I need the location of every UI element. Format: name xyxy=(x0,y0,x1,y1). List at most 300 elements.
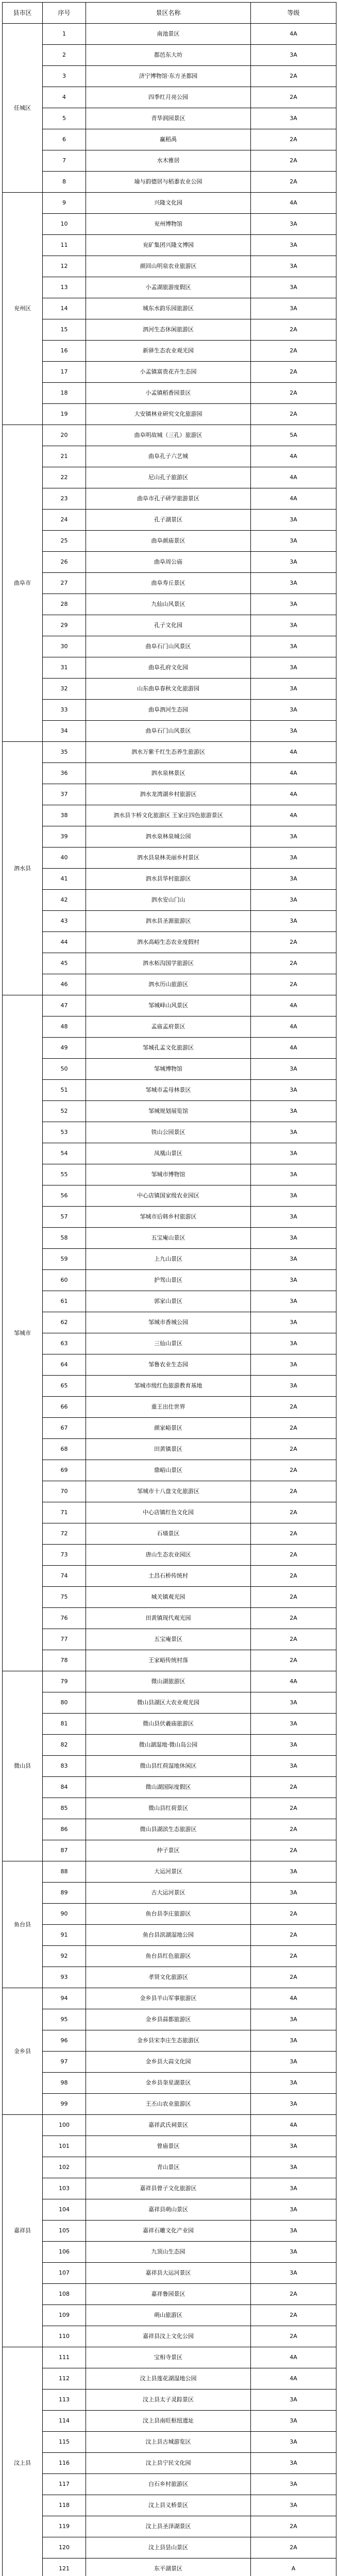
level-cell: 3A xyxy=(251,552,336,573)
scenic-name-cell: 汶上县莲花湖湿地公园 xyxy=(86,2368,251,2389)
number-cell: 88 xyxy=(43,1861,86,1883)
scenic-name-cell: 邹城孔孟文化旅游区 xyxy=(86,1038,251,1059)
table-row xyxy=(3,1249,336,1270)
number-cell: 94 xyxy=(43,1988,86,2009)
level-cell: 3A xyxy=(251,108,336,129)
level-cell: 2A xyxy=(251,404,336,425)
number-cell: 96 xyxy=(43,2030,86,2052)
number-cell: 54 xyxy=(43,1143,86,1164)
scenic-name-cell: 鱼台县滨湖湿地公园 xyxy=(86,1925,251,1946)
scenic-name-cell: 泗河生态休闲旅游区 xyxy=(86,319,251,341)
table-row xyxy=(3,1270,336,1291)
table-row xyxy=(3,2558,336,2576)
scenic-name-cell: 三仙山景区 xyxy=(86,1333,251,1354)
level-cell: 3A xyxy=(251,1185,336,1207)
table-row xyxy=(3,2052,336,2073)
table-row xyxy=(3,1207,336,1228)
level-cell: 3A xyxy=(251,298,336,319)
number-cell: 91 xyxy=(43,1925,86,1946)
number-cell: 35 xyxy=(43,742,86,763)
level-cell: 4A xyxy=(251,1988,336,2009)
table-row xyxy=(3,679,336,700)
number-cell: 41 xyxy=(43,869,86,890)
table-row xyxy=(3,1354,336,1376)
table-row xyxy=(3,1481,336,1502)
table-row xyxy=(3,531,336,552)
scenic-name-cell: 颜家峪景区 xyxy=(86,1418,251,1439)
district-cell: 微山县 xyxy=(3,1671,43,1861)
scenic-name-cell: 嘉祥县曾子文化旅游区 xyxy=(86,2178,251,2199)
scenic-name-cell: 泗水县卞桥文化旅游区 王家庄四色旅游景区 xyxy=(86,805,251,826)
scenic-name-cell: 铁山公园景区 xyxy=(86,1122,251,1143)
level-cell: 2A xyxy=(251,1418,336,1439)
level-cell: 3A xyxy=(251,1207,336,1228)
level-cell: 3A xyxy=(251,1756,336,1777)
scenic-name-cell: 嘉祥鲁园景区 xyxy=(86,2284,251,2305)
level-cell: 3A xyxy=(251,1883,336,1904)
scenic-name-cell: 曲阜孔子六艺城 xyxy=(86,446,251,467)
scenic-name-cell: 邹城市后韩乡村旅游区 xyxy=(86,1207,251,1228)
level-cell: 3A xyxy=(251,1692,336,1714)
scenic-name-cell: 曲阜泗河生态园 xyxy=(86,700,251,721)
number-cell: 48 xyxy=(43,1016,86,1038)
level-cell: 3A xyxy=(251,2136,336,2157)
table-row xyxy=(3,1185,336,1207)
scenic-name-cell: 汶上县南旺枢纽遗址 xyxy=(86,2411,251,2432)
number-cell: 77 xyxy=(43,1629,86,1650)
scenic-name-cell: 城关镇观光园 xyxy=(86,1587,251,1608)
level-cell: 3A xyxy=(251,214,336,235)
level-cell: 2A xyxy=(251,172,336,193)
level-cell: 3A xyxy=(251,2009,336,2030)
number-cell: 19 xyxy=(43,404,86,425)
table-row xyxy=(3,869,336,890)
level-cell: 3A xyxy=(251,700,336,721)
level-cell: 2A xyxy=(251,1925,336,1946)
level-cell: 4A xyxy=(251,995,336,1016)
scenic-name-cell: 青山景区 xyxy=(86,2157,251,2178)
level-cell: 3A xyxy=(251,1164,336,1185)
table-row xyxy=(3,214,336,235)
number-cell: 26 xyxy=(43,552,86,573)
level-cell: A xyxy=(251,2558,336,2576)
level-cell: 4A xyxy=(251,193,336,214)
scenic-name-cell: 汶上县昙山景区 xyxy=(86,2537,251,2558)
scenic-name-cell: 金乡县羊山军事旅游区 xyxy=(86,1988,251,2009)
scenic-name-cell: 石墙景区 xyxy=(86,1523,251,1545)
level-cell: 2A xyxy=(251,362,336,383)
number-cell: 101 xyxy=(43,2136,86,2157)
number-cell: 11 xyxy=(43,235,86,256)
scenic-name-cell: 凤凰山景区 xyxy=(86,1143,251,1164)
table-row xyxy=(3,2474,336,2495)
level-cell: 4A xyxy=(251,1671,336,1692)
number-cell: 116 xyxy=(43,2453,86,2474)
number-cell: 76 xyxy=(43,1608,86,1629)
level-cell: 3A xyxy=(251,2474,336,2495)
number-cell: 38 xyxy=(43,805,86,826)
scenic-name-cell: 宝相寺景区 xyxy=(86,2347,251,2368)
table-row xyxy=(3,362,336,383)
table-row xyxy=(3,172,336,193)
level-cell: 3A xyxy=(251,890,336,911)
level-cell: 3A xyxy=(251,1376,336,1397)
number-cell: 67 xyxy=(43,1418,86,1439)
level-cell: 3A xyxy=(251,826,336,848)
scenic-name-cell: 唐山生态农业园区 xyxy=(86,1545,251,1566)
table-row xyxy=(3,1376,336,1397)
scenic-name-cell: 泗水安山门山 xyxy=(86,890,251,911)
scenic-name-cell: 微山湖旅游区 xyxy=(86,1671,251,1692)
number-cell: 45 xyxy=(43,953,86,974)
table-row xyxy=(3,319,336,341)
scenic-name-cell: 鱼台县红色旅游区 xyxy=(86,1946,251,1967)
level-cell: 3A xyxy=(251,2263,336,2284)
table-row xyxy=(3,1608,336,1629)
scenic-name-cell: 曲阜明故城（三孔）旅游区 xyxy=(86,425,251,446)
level-cell: 3A xyxy=(251,615,336,636)
scenic-name-cell: 萌山旅游区 xyxy=(86,2305,251,2326)
scenic-name-cell: 曲阜孔府文化园 xyxy=(86,657,251,679)
number-cell: 29 xyxy=(43,615,86,636)
number-cell: 118 xyxy=(43,2495,86,2516)
number-cell: 65 xyxy=(43,1376,86,1397)
scenic-name-cell: 水木雅居 xyxy=(86,150,251,172)
table-row xyxy=(3,1840,336,1861)
table-row xyxy=(3,277,336,298)
table-row xyxy=(3,805,336,826)
level-cell: 4A xyxy=(251,446,336,467)
level-cell: 3A xyxy=(251,2178,336,2199)
level-cell: 2A xyxy=(251,1397,336,1418)
number-cell: 99 xyxy=(43,2094,86,2115)
table-row xyxy=(3,1566,336,1587)
scenic-name-cell: 微山湖湿地·微山岛公园 xyxy=(86,1735,251,1756)
table-row xyxy=(3,932,336,953)
number-cell: 31 xyxy=(43,657,86,679)
number-cell: 52 xyxy=(43,1101,86,1122)
number-cell: 56 xyxy=(43,1185,86,1207)
scenic-name-cell: 郭家山景区 xyxy=(86,1291,251,1312)
table-row xyxy=(3,2432,336,2453)
scenic-name-cell: 微山县湖区大农业观光园 xyxy=(86,1692,251,1714)
number-cell: 16 xyxy=(43,341,86,362)
number-cell: 87 xyxy=(43,1840,86,1861)
level-cell: 3A xyxy=(251,45,336,66)
table-row xyxy=(3,2284,336,2305)
level-cell: 3A xyxy=(251,1122,336,1143)
scenic-name-cell: 王家峪传统村落 xyxy=(86,1650,251,1671)
number-cell: 13 xyxy=(43,277,86,298)
number-cell: 81 xyxy=(43,1714,86,1735)
number-cell: 7 xyxy=(43,150,86,172)
table-row xyxy=(3,2136,336,2157)
scenic-name-cell: 汶上县圣泽湖景区 xyxy=(86,2516,251,2537)
number-cell: 60 xyxy=(43,1270,86,1291)
level-cell: 3A xyxy=(251,2157,336,2178)
level-cell: 3A xyxy=(251,2242,336,2263)
table-row xyxy=(3,2009,336,2030)
scenic-name-cell: 四季红月亮公园 xyxy=(86,87,251,108)
scenic-name-cell: 城东水韵乐园旅游区 xyxy=(86,298,251,319)
table-row xyxy=(3,1038,336,1059)
scenic-name-cell: 山东曲阜春秋文化旅游园 xyxy=(86,679,251,700)
level-cell: 3A xyxy=(251,869,336,890)
scenic-spots-table xyxy=(2,2,336,2576)
level-cell: 3A xyxy=(251,2389,336,2411)
level-cell: 2A xyxy=(251,319,336,341)
scenic-name-cell: 白石乡村旅游区 xyxy=(86,2474,251,2495)
number-cell: 6 xyxy=(43,129,86,150)
number-cell: 62 xyxy=(43,1312,86,1333)
table-row xyxy=(3,594,336,615)
scenic-name-cell: 汶上县义桥景区 xyxy=(86,2495,251,2516)
number-cell: 80 xyxy=(43,1692,86,1714)
number-cell: 69 xyxy=(43,1460,86,1481)
number-cell: 117 xyxy=(43,2474,86,2495)
number-cell: 5 xyxy=(43,108,86,129)
number-cell: 74 xyxy=(43,1566,86,1587)
table-row xyxy=(3,573,336,594)
number-cell: 32 xyxy=(43,679,86,700)
scenic-name-cell: 大安镇林业研究文化旅游园 xyxy=(86,404,251,425)
scenic-name-cell: 瑜与韵德居与稻黍农业公园 xyxy=(86,172,251,193)
level-cell: 4A xyxy=(251,784,336,805)
table-row xyxy=(3,2347,336,2368)
table-row xyxy=(3,1904,336,1925)
number-cell: 106 xyxy=(43,2242,86,2263)
scenic-name-cell: 田黄镇景区 xyxy=(86,1439,251,1460)
number-cell: 4 xyxy=(43,87,86,108)
number-cell: 100 xyxy=(43,2115,86,2136)
table-row xyxy=(3,1735,336,1756)
level-cell: 3A xyxy=(251,1714,336,1735)
scenic-name-cell: 颜回山明泉农业旅游区 xyxy=(86,256,251,277)
table-row xyxy=(3,2411,336,2432)
number-cell: 2 xyxy=(43,45,86,66)
scenic-name-cell: 尼山孔子旅游区 xyxy=(86,467,251,488)
scenic-name-cell: 孟庙孟府景区 xyxy=(86,1016,251,1038)
scenic-name-cell: 鼎峪山景区 xyxy=(86,1460,251,1481)
scenic-name-cell: 嘉祥县萌山景区 xyxy=(86,2199,251,2221)
table-row xyxy=(3,1883,336,1904)
scenic-name-cell: 泗水历山旅游区 xyxy=(86,974,251,995)
scenic-name-cell: 汶上县宁民文化园 xyxy=(86,2453,251,2474)
scenic-name-cell: 南池景区 xyxy=(86,24,251,45)
level-cell: 3A xyxy=(251,1735,336,1756)
scenic-name-cell: 曲阜石门山风景区 xyxy=(86,721,251,742)
table-row xyxy=(3,1312,336,1333)
level-cell: 3A xyxy=(251,1228,336,1249)
scenic-name-cell: 小孟镇稻香园景区 xyxy=(86,383,251,404)
number-cell: 39 xyxy=(43,826,86,848)
table-row xyxy=(3,1101,336,1122)
level-cell: 2A xyxy=(251,2305,336,2326)
level-cell: 2A xyxy=(251,1946,336,1967)
district-cell: 邹城市 xyxy=(3,995,43,1671)
scenic-name-cell: 金乡县蒜都旅游区 xyxy=(86,2009,251,2030)
scenic-name-cell: 五宝庵景区 xyxy=(86,1629,251,1650)
table-row xyxy=(3,150,336,172)
number-cell: 103 xyxy=(43,2178,86,2199)
table-row xyxy=(3,1397,336,1418)
scenic-name-cell: 邹城规划展览馆 xyxy=(86,1101,251,1122)
level-cell: 2A xyxy=(251,1608,336,1629)
level-cell: 2A xyxy=(251,953,336,974)
scenic-name-cell: 泗水龙湾湖乡村旅游区 xyxy=(86,784,251,805)
scenic-name-cell: 九仙山风景区 xyxy=(86,594,251,615)
scenic-name-cell: 嘉祥县汶上文化公园 xyxy=(86,2326,251,2347)
scenic-name-cell: 邹城市孟母林景区 xyxy=(86,1080,251,1101)
table-row xyxy=(3,742,336,763)
table-row xyxy=(3,2199,336,2221)
level-cell: 2A xyxy=(251,974,336,995)
table-row xyxy=(3,235,336,256)
number-cell: 47 xyxy=(43,995,86,1016)
scenic-name-cell: 嘉祥县大运河景区 xyxy=(86,2263,251,2284)
number-cell: 10 xyxy=(43,214,86,235)
scenic-name-cell: 王丕山农业旅游区 xyxy=(86,2094,251,2115)
level-cell: 4A xyxy=(251,467,336,488)
level-cell: 4A xyxy=(251,1016,336,1038)
number-cell: 90 xyxy=(43,1904,86,1925)
scenic-name-cell: 汶上县古城游览区 xyxy=(86,2432,251,2453)
level-cell: 3A xyxy=(251,510,336,531)
number-cell: 97 xyxy=(43,2052,86,2073)
level-cell: 3A xyxy=(251,1354,336,1376)
table-row xyxy=(3,129,336,150)
level-cell: 2A xyxy=(251,1798,336,1819)
scenic-name-cell: 金乡县宋李庄生态旅游区 xyxy=(86,2030,251,2052)
table-row xyxy=(3,657,336,679)
number-cell: 58 xyxy=(43,1228,86,1249)
table-row xyxy=(3,1164,336,1185)
scenic-name-cell: 田黄镇现代观光园 xyxy=(86,1608,251,1629)
district-cell: 泗水县 xyxy=(3,742,43,995)
level-cell: 2A xyxy=(251,66,336,87)
number-cell: 86 xyxy=(43,1819,86,1840)
level-cell: 2A xyxy=(251,1523,336,1545)
number-cell: 44 xyxy=(43,932,86,953)
scenic-name-cell: 中心店镇红色文化园 xyxy=(86,1502,251,1523)
scenic-name-cell: 泗水泉林景区 xyxy=(86,763,251,784)
number-cell: 57 xyxy=(43,1207,86,1228)
table-row xyxy=(3,1629,336,1650)
district-cell: 兖州区 xyxy=(3,193,43,425)
scenic-name-cell: 古大运河景区 xyxy=(86,1883,251,1904)
number-cell: 61 xyxy=(43,1291,86,1312)
table-row xyxy=(3,2115,336,2136)
district-cell: 任城区 xyxy=(3,24,43,193)
district-cell: 嘉祥县 xyxy=(3,2115,43,2347)
scenic-name-cell: 邹城峄山风景区 xyxy=(86,995,251,1016)
level-cell: 3A xyxy=(251,2432,336,2453)
scenic-name-cell: 曲阜寿丘景区 xyxy=(86,573,251,594)
scenic-name-cell: 兖州博物馆 xyxy=(86,214,251,235)
table-row xyxy=(3,45,336,66)
level-cell: 3A xyxy=(251,2052,336,2073)
level-cell: 2A xyxy=(251,1629,336,1650)
table-row xyxy=(3,1291,336,1312)
scenic-name-cell: 青华润园景区 xyxy=(86,108,251,129)
number-cell: 119 xyxy=(43,2516,86,2537)
table-row xyxy=(3,2368,336,2389)
level-cell: 2A xyxy=(251,1777,336,1798)
table-row xyxy=(3,510,336,531)
level-cell: 3A xyxy=(251,848,336,869)
table-row xyxy=(3,763,336,784)
scenic-name-cell: 护驾山景区 xyxy=(86,1270,251,1291)
number-cell: 43 xyxy=(43,911,86,932)
number-cell: 21 xyxy=(43,446,86,467)
number-cell: 20 xyxy=(43,425,86,446)
table-row xyxy=(3,1819,336,1840)
header-district: 县市区 xyxy=(3,3,43,24)
scenic-name-cell: 邹城市博物馆 xyxy=(86,1164,251,1185)
table-row xyxy=(3,700,336,721)
number-cell: 85 xyxy=(43,1798,86,1819)
scenic-name-cell: 微山县红荷湿地休闲区 xyxy=(86,1756,251,1777)
level-cell: 3A xyxy=(251,277,336,298)
number-cell: 25 xyxy=(43,531,86,552)
table-row xyxy=(3,2178,336,2199)
scenic-name-cell: 微山湖国际度假区 xyxy=(86,1777,251,1798)
level-cell: 3A xyxy=(251,911,336,932)
number-cell: 121 xyxy=(43,2558,86,2576)
number-cell: 3 xyxy=(43,66,86,87)
scenic-name-cell: 孔子文化园 xyxy=(86,615,251,636)
number-cell: 33 xyxy=(43,700,86,721)
level-cell: 3A xyxy=(251,2073,336,2094)
table-row xyxy=(3,1967,336,1988)
number-cell: 78 xyxy=(43,1650,86,1671)
table-row xyxy=(3,1692,336,1714)
level-cell: 2A xyxy=(251,2326,336,2347)
header-number: 序号 xyxy=(43,3,86,24)
table-row xyxy=(3,1059,336,1080)
level-cell: 3A xyxy=(251,573,336,594)
level-cell: 3A xyxy=(251,531,336,552)
scenic-name-cell: 泗水高峪生态农业度假村 xyxy=(86,932,251,953)
scenic-name-cell: 邹鲁农业生态园 xyxy=(86,1354,251,1376)
scenic-name-cell: 中心店镇国家级农业园区 xyxy=(86,1185,251,1207)
level-cell: 3A xyxy=(251,256,336,277)
table-row xyxy=(3,488,336,510)
level-cell: 4A xyxy=(251,2115,336,2136)
level-cell: 2A xyxy=(251,341,336,362)
table-row xyxy=(3,1650,336,1671)
number-cell: 92 xyxy=(43,1946,86,1967)
table-row xyxy=(3,298,336,319)
level-cell: 3A xyxy=(251,1249,336,1270)
number-cell: 24 xyxy=(43,510,86,531)
table-row xyxy=(3,2221,336,2242)
table-row xyxy=(3,1122,336,1143)
level-cell: 2A xyxy=(251,1566,336,1587)
number-cell: 55 xyxy=(43,1164,86,1185)
level-cell: 4A xyxy=(251,763,336,784)
number-cell: 95 xyxy=(43,2009,86,2030)
number-cell: 49 xyxy=(43,1038,86,1059)
scenic-name-cell: 微山县红荷景区 xyxy=(86,1798,251,1819)
scenic-name-cell: 小孟湖旅游度假区 xyxy=(86,277,251,298)
number-cell: 8 xyxy=(43,172,86,193)
table-row xyxy=(3,467,336,488)
level-cell: 3A xyxy=(251,1312,336,1333)
table-row xyxy=(3,721,336,742)
level-cell: 3A xyxy=(251,679,336,700)
number-cell: 105 xyxy=(43,2221,86,2242)
